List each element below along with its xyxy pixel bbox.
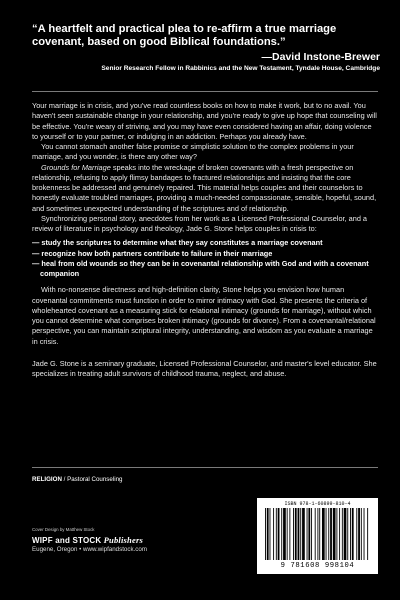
barcode-bar xyxy=(308,508,310,560)
benefit-item: — study the scriptures to determine what they say constitutes a marriage covenant xyxy=(32,238,378,248)
barcode-bar xyxy=(311,508,312,560)
blurb-paragraph-5: With no-nonsense directness and high-definition clarity, Stone helps you envision how human covenantal commitments must function in order to mirror intimacy with God. She presents the criteria of wholehearted covenant as a measuring stick for relational intimacy (grounds for marriage), without which you cannot determine what comprises broken intimacy (grounds for divorce). From a covenantal/relational perspective, you can maintain scriptural integrity, understanding, and wisdom as you evaluate a marriage in crisis. xyxy=(32,285,376,346)
bottom-divider xyxy=(32,467,378,468)
barcode-bar xyxy=(289,508,290,560)
barcode-bar xyxy=(319,508,320,560)
barcode-bar xyxy=(265,508,266,560)
blurb-body xyxy=(32,101,378,379)
subject-category xyxy=(32,476,122,483)
barcode-bar xyxy=(295,508,297,560)
barcode-bar xyxy=(302,508,305,560)
barcode-bar xyxy=(293,508,294,560)
isbn-label: ISBN 978-1-60899-810-4 xyxy=(284,501,351,507)
endorsement-author-title: Senior Research Fellow in Rabbinics and the New Testament, Tyndale House, Cambridge xyxy=(101,65,380,72)
barcode-bar xyxy=(339,508,340,560)
benefit-item: — heal from old wounds so they can be in covenantal relationship with God and with a covenant companion xyxy=(32,259,378,280)
barcode-bar xyxy=(350,508,351,560)
author-bio: Jade G. Stone is a seminary graduate, Licensed Professional Counselor, and master's level educator. She specializes in treating adult survivors of childhood trauma, neglect, and abuse. xyxy=(32,358,377,378)
publisher-name: WIPF and STOCK xyxy=(32,536,102,545)
endorsement-quote: “A heartfelt and practical plea to re-affirm a true marriage covenant, based on good Biblical foundations.” xyxy=(32,23,337,49)
publisher-name-suffix: Publishers xyxy=(101,535,143,545)
barcode-bar xyxy=(281,508,282,560)
benefit-item: — recognize how both partners contribute to failure in their marriage xyxy=(32,249,378,259)
barcode-bar xyxy=(367,508,368,560)
barcode-bar xyxy=(315,508,316,560)
barcode-bar xyxy=(333,508,336,560)
category-sub: / Pastoral Counseling xyxy=(61,476,123,483)
barcode-bar xyxy=(347,508,348,560)
cover-credit: Cover Design by Matthew Stock xyxy=(32,527,95,532)
barcode-bar xyxy=(322,508,325,560)
barcode-panel xyxy=(257,498,378,574)
blurb-paragraph-1: Your marriage is in crisis, and you've read countless books on how to make it work, but to no avail. You haven't seen sustainable change in your relationship, and you're ready to give up hope that counseling will be effective. You're weary of striving, and you may have even considered having an affair, doing violence to yourself or to your partner, or indulging in an addiction. Perhaps you already have. xyxy=(32,101,377,141)
barcode-bar xyxy=(270,508,271,560)
publisher-address: Eugene, Oregon • www.wipfandstock.com xyxy=(32,546,147,553)
barcode-bar xyxy=(364,508,365,560)
barcode-bar xyxy=(356,508,357,560)
barcode-bar xyxy=(326,508,327,560)
barcode-bar xyxy=(317,508,318,560)
top-divider xyxy=(32,91,378,92)
blurb-paragraph-4: Synchronizing personal story, anecdotes from her work as a Licensed Professional Counselor, and a review of literature in psychology and theology, Jade G. Stone helps couples in crisis to: xyxy=(32,213,368,233)
barcode-bar xyxy=(342,508,343,560)
blurb-paragraph-3-text: speaks into the wreckage of broken covenants with a fresh perspective on relationship, refusing to apply flimsy bandages to fractured relationships and insisting that the core brokenness be addressed and genuinely repaired. This material helps couples and their counselors to honestly evaluate troubled marriages, providing a much-needed compassionate, sensible, hopeful, sound, and sometimes unexpected understanding of the scriptures and of relationship. xyxy=(32,162,377,213)
blurb-paragraph-3 xyxy=(32,163,378,214)
barcode-bar xyxy=(276,508,277,560)
barcode-bar xyxy=(278,508,280,560)
barcode-bar xyxy=(361,508,362,560)
barcode-bar xyxy=(330,508,332,560)
barcode-bar xyxy=(298,508,300,560)
barcode-bar xyxy=(344,508,347,560)
barcode-icon xyxy=(265,508,369,560)
barcode-bar xyxy=(358,508,360,560)
book-title: Grounds for Marriage xyxy=(41,162,111,172)
benefit-list xyxy=(32,238,378,279)
barcode-number: 9 781608 998104 xyxy=(280,562,355,570)
barcode-bar xyxy=(328,508,329,560)
blurb-paragraph-2: You cannot stomach another false promise or simplistic solution to the complex problems in your marriage, and you wonder, is there any other way? xyxy=(32,142,354,162)
barcode-bar xyxy=(273,508,274,560)
publisher-logo xyxy=(32,535,143,545)
barcode-bar xyxy=(283,508,286,560)
category-main: RELIGION xyxy=(32,476,62,483)
barcode-bar xyxy=(307,508,308,560)
endorsement-author: —David Instone-Brewer xyxy=(261,51,380,63)
barcode-bar xyxy=(267,508,269,560)
barcode-bar xyxy=(352,508,354,560)
barcode-bar xyxy=(336,508,337,560)
barcode-bar xyxy=(300,508,301,560)
barcode-bar xyxy=(287,508,288,560)
